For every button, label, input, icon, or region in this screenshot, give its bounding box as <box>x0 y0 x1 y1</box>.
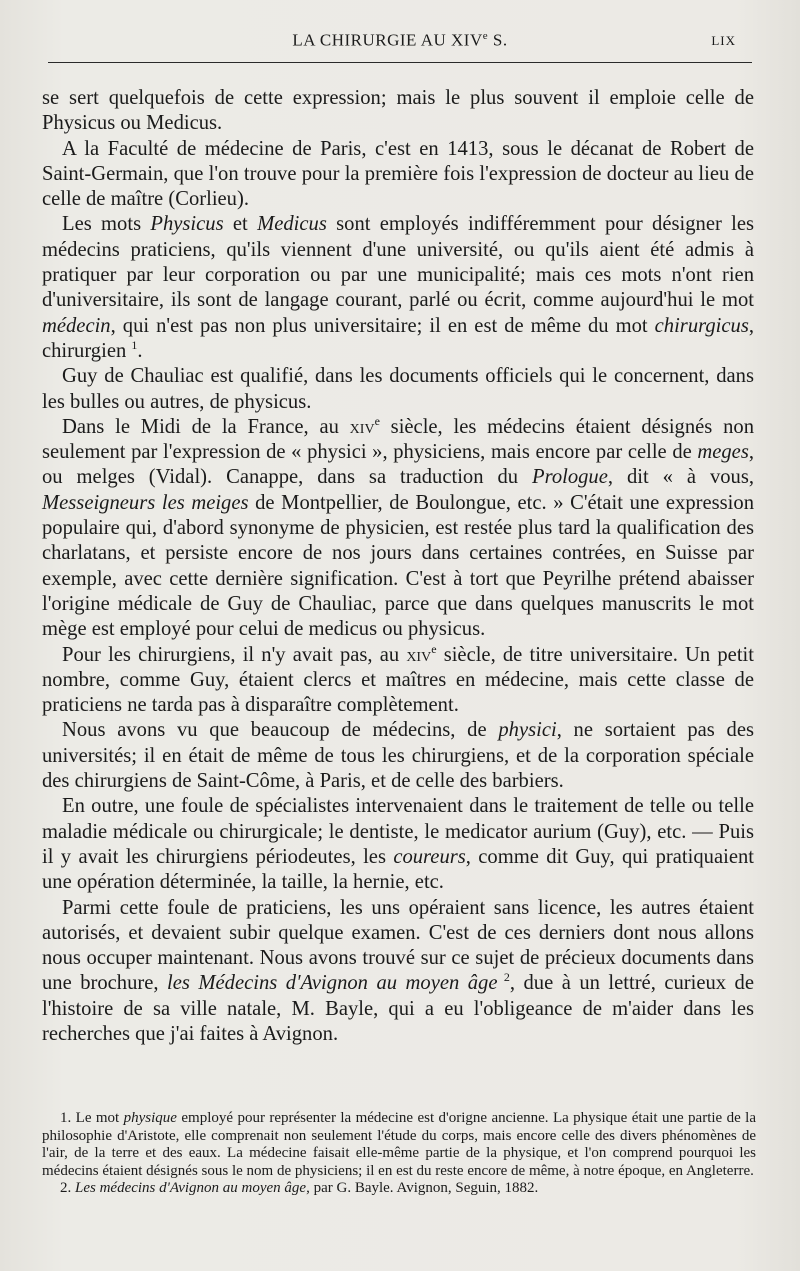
paragraph-4: Guy de Chauliac est qualifié, dans les documents officiels qui le concernent, dans les bulles ou autres, de physicus. <box>42 365 754 413</box>
paragraph-8 <box>42 794 754 895</box>
italic-title: les Médecins d'Avignon au moyen âge <box>167 972 498 995</box>
italic-title: Les médecins d'Avignon au moyen âge <box>75 1180 307 1196</box>
text-span: 1. Le mot <box>60 1110 124 1126</box>
text-span: 2. <box>60 1180 75 1196</box>
text-span: et <box>223 213 258 236</box>
text-span: , ne sortaient pas des universités; il en était de même de tous les chirurgiens, et de la corporation spéciale des chirurgiens de Saint-Côme, à Paris, et de celle des barbiers. <box>42 719 754 793</box>
running-title-text: LA CHIRURGIE AU XIV <box>292 30 483 50</box>
text-span: sont employés indifféremment pour désigner les médecins praticiens, qu'ils viennent d'une université, ou qu'ils aient été admis à pratiquer par leur corporation ou par une municipalité; mais ces mots n'ont rien d'universitaire, ils sont de langage courant, parlé ou écrit, comme aujourd'hui le mot <box>42 213 754 312</box>
text-span: , chirurgien <box>42 314 754 362</box>
italic-term: physici <box>498 719 557 742</box>
italic-term: chirurgicus <box>654 314 749 337</box>
italic-term: meges <box>697 441 749 464</box>
text-span: siècle, de titre universitaire. Un petit nombre, comme Guy, étaient clercs et maîtres en médecine, mais cette classe de praticiens ne tarda pas à disparaître complètement. <box>42 643 754 717</box>
running-title <box>48 30 752 51</box>
text-span: Pour les chirurgiens, il n'y avait pas, au <box>62 643 407 666</box>
running-header <box>48 30 752 56</box>
page-number: LIX <box>711 33 736 48</box>
text-span: , ou melges (Vidal). Canappe, dans sa traduction du <box>42 441 754 489</box>
footnote-2 <box>42 1180 756 1198</box>
text-span: Les mots <box>62 213 151 236</box>
footnote-ref-1: 1 <box>131 338 138 353</box>
header-rule <box>48 62 752 63</box>
paragraph-5 <box>42 415 754 643</box>
text-span: Nous avons vu que beaucoup de médecins, de <box>62 719 499 742</box>
paragraph-2: A la Faculté de médecine de Paris, c'est en 1413, sous le décanat de Robert de Saint-Germain, que l'on trouve pour la première fois l'expression de docteur au lieu de celle de maître (Corlieu). <box>42 137 754 211</box>
footnote-ref-2: 2 <box>497 970 510 985</box>
footnote-1 <box>42 1110 756 1180</box>
text-span: siècle, les médecins étaient désignés non seulement par l'expression de « physici », physiciens, mais encore par celle de <box>42 415 754 464</box>
text-span: , par G. Bayle. Avignon, Seguin, 1882. <box>306 1180 539 1196</box>
century-superscript: e <box>374 414 380 428</box>
text-span: , due à un lettré, curieux de l'histoire de sa ville natale, M. Bayle, qui a eu l'obligeance de m'aider dans les recherches que j'ai faites à Avignon. <box>42 972 754 1045</box>
paragraph-9 <box>42 896 754 1048</box>
italic-term: coureurs <box>393 845 466 868</box>
running-title-superscript: e <box>482 30 489 42</box>
century-numeral: xiv <box>349 415 375 438</box>
italic-term: médecin <box>42 314 111 337</box>
text-span: employé pour représenter la médecine est d'origne ancienne. La physique était une partie de la philosophie d'Aristote, elle comprenait non seulement l'étude du corps, mais encore celle des divers phénomènes de l'air, de la terre et des eaux. La médecine faisait elle-même partie de la physique, et l'on comprend pourquoi les médecins étaient désignés sous le nom de physiciens; il en est du reste encore de même, à notre époque, en Angleterre. <box>42 1110 756 1179</box>
main-text <box>42 86 754 1047</box>
century-numeral: xiv <box>406 643 432 666</box>
italic-term: Messeigneurs les meiges <box>42 491 249 514</box>
italic-term: physique <box>123 1110 177 1126</box>
footnotes <box>42 1110 756 1198</box>
text-span: . <box>137 339 143 362</box>
paragraph-6 <box>42 643 754 719</box>
text-span: de Montpellier, de Boulongue, etc. » C'était une expression populaire qui, d'abord synonyme de physicien, est restée plus tard la qualification des charlatans, et persiste encore de nos jours dans certaines contrées, en Suisse par exemple, avec cette dernière signification. C'est à tort que Peyrilhe prétend abaisser l'origine médicale de Guy de Chauliac, parce que dans quelques manuscrits le mot mège est employé pour celui de medicus ou physicus. <box>42 491 754 641</box>
text-span: En outre, une foule de spécialistes intervenaient dans le traitement de telle ou telle maladie médicale ou chirurgicale; le dentiste, le medicator aurium (Guy), etc. — Puis il y avait les chirurgiens périodeutes, les <box>42 795 754 868</box>
century-superscript: e <box>431 641 437 656</box>
paragraph-3 <box>42 212 754 364</box>
running-title-end: S. <box>488 30 508 50</box>
text-span: , dit « à vous, <box>607 466 754 489</box>
text-span: Dans le Midi de la France, au <box>62 415 350 438</box>
text-span: Parmi cette foule de praticiens, les uns opéraient sans licence, les autres étaient autorisés, et devaient subir quelque examen. C'est de ces derniers dont nous allons nous occuper maintenant. Nous avons trouvé sur ce sujet de précieux documents dans une brochure, <box>42 896 754 995</box>
text-span: , comme dit Guy, qui pratiquaient une opération déterminée, la taille, la hernie, etc. <box>42 845 754 894</box>
text-span: , qui n'est pas non plus universitaire; il en est de même du mot <box>110 314 655 337</box>
paragraph-1: se sert quelquefois de cette expression; mais le plus souvent il emploie celle de Physicus ou Medicus. <box>42 87 754 135</box>
italic-term: Physicus <box>150 213 224 236</box>
italic-term: Prologue <box>531 466 608 489</box>
italic-term: Medicus <box>257 213 327 236</box>
paragraph-7 <box>42 718 754 794</box>
